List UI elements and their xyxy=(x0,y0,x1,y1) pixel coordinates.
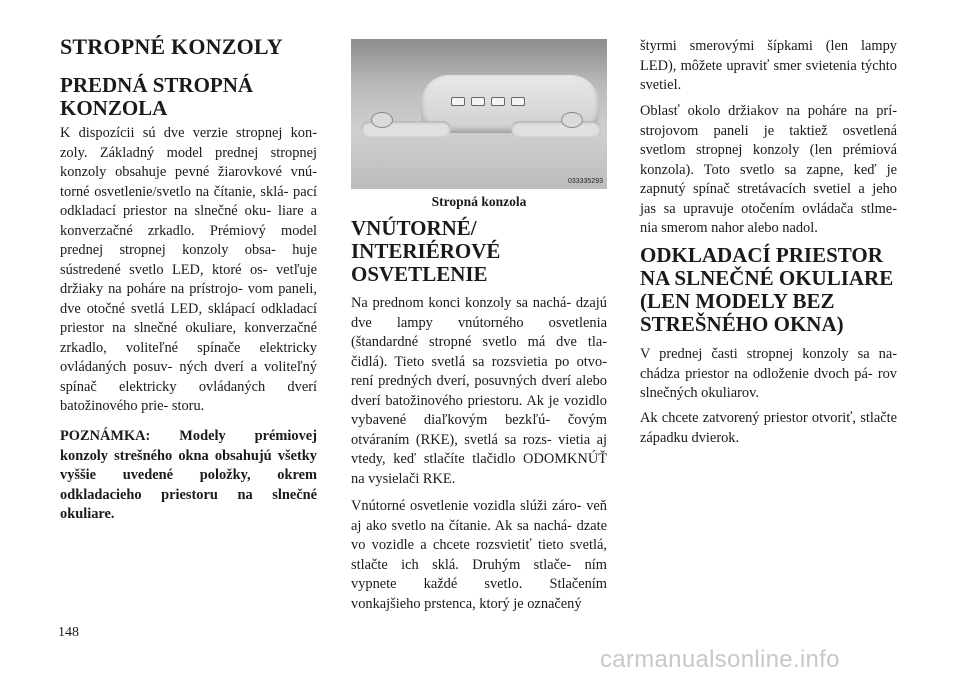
figure-code: 033335293 xyxy=(567,178,603,185)
round-button xyxy=(371,112,393,128)
paragraph-console-versions: K dispozícii sú dve verzie stropnej kon- zoly. Základný model prednej stropnej konzoly obsahuje pevné žiarovkové vnú- torné osvetlenie/svetlo na čítanie, sklá- pací odkladací priestor na slnečné oku- liare a konverzačné zrkadlo. Prémiový model prednej stropnej konzoly obsa- huje sústredené svetlo LED, ktoré os- vetľuje držiaky na poháre na prístrojo- vom paneli, dve otočné svetlá LED, sklápací odkladací priestor na slnečné okuliare, konverzačné zrkadlo, voliteľné spínače elektricky ovládaných posuv- ných dverí a voliteľný spínač elektricky ovládaných dverí batožinového prie- storu. xyxy=(60,125,317,414)
paragraph-open-bin: Ak chcete zatvorený priestor otvoriť, stlačte západku dvierok. xyxy=(640,410,897,446)
paragraph-sunglasses-storage: V prednej časti stropnej konzoly sa na- chádza priestor na odloženie dvoch pá- rov slnečných okuliarov. xyxy=(640,346,897,401)
console-switch xyxy=(471,97,485,106)
console-switch xyxy=(491,97,505,106)
paragraph-cupholder-light: Oblasť okolo držiakov na poháre na prí- strojovom paneli je taktiež osvetlená svetlom stropnej konzoly (len prémiová konzola). Toto svetlo sa zapne, keď je zapnutý spínač stretávacích svetiel a jeho jas sa upravuje otočením ovládača stlme- nia smerom nahor alebo nadol. xyxy=(640,103,897,236)
round-button xyxy=(561,112,583,128)
note-paragraph: POZNÁMKA: Modely prémiovej konzoly strešného okna obsahujú všetky vyššie uvedené položky, okrem odkladacieho priestoru na slnečné okuliare. xyxy=(60,428,317,522)
figure-caption: Stropná konzola xyxy=(431,194,527,209)
right-lamp xyxy=(511,121,601,137)
watermark: carmanualsonline.info xyxy=(600,646,840,673)
console-switch xyxy=(511,97,525,106)
page-title: STROPNÉ KONZOLY xyxy=(60,34,283,59)
paragraph-direction-arrows: štyrmi smerovými šípkami (len lampy LED), môžete upraviť smer svietenia týchto svetiel. xyxy=(640,38,897,93)
overhead-console-photo xyxy=(351,39,607,189)
section-heading-front-console: PREDNÁ STROPNÁ KONZOLA xyxy=(60,73,254,120)
paragraph-reading-lights: Vnútorné osvetlenie vozidla slúži záro- veň aj ako svetlo na čítanie. Ak sa nachá- dzate vo vozidle a chcete rozsvietiť tieto svetlá, stlačte ich sklá. Druhým stlače- ním vypnete každé svetlo. Stlačením vonkajšieho prstenca, ktorý je označený xyxy=(351,498,607,612)
page-number: 148 xyxy=(58,625,79,640)
paragraph-interior-lights: Na prednom konci konzoly sa nachá- dzajú dve lampy vnútorného osvetlenia (štandardné stropné svetlo má dve tla- čidlá). Tieto svetlá sa rozsvietia po otvo- rení predných dverí, posuvných dverí alebo dverí batožinového priestoru. Ak je vozidlo vybavené diaľkovým bezkľú- čovým otváraním (RKE), svetlá sa rozs- vietia aj vtedy, keď stlačíte tlačidlo ODOMKNÚŤ na vysielači RKE. xyxy=(351,295,607,487)
console-switch xyxy=(451,97,465,106)
section-heading-sunglasses-bin: ODKLADACÍ PRIESTOR NA SLNEČNÉ OKULIARE (LEN MODELY BEZ STREŠNÉHO OKNA) xyxy=(640,243,894,336)
section-heading-interior-lights: VNÚTORNÉ/ INTERIÉROVÉ OSVETLENIE xyxy=(351,216,501,286)
